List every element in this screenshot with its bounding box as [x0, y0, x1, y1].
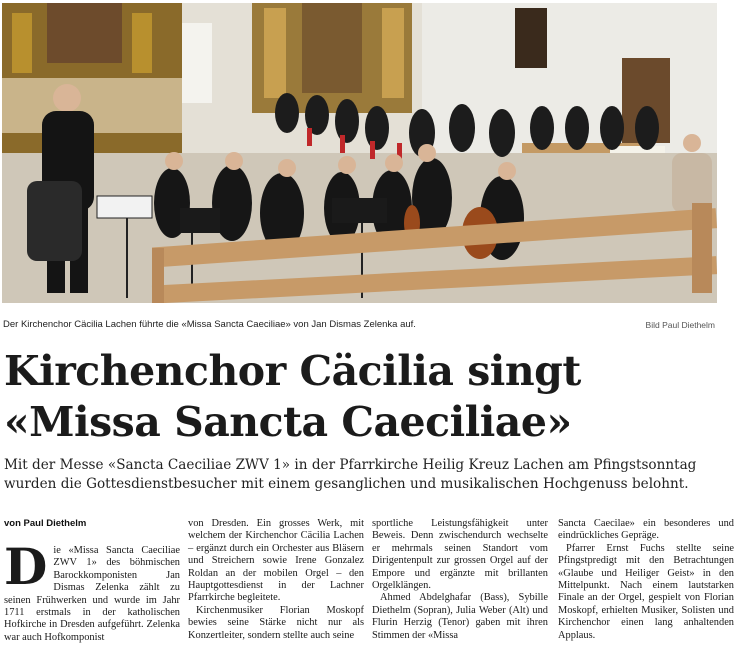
headline [4, 346, 734, 448]
article-column-3 [372, 518, 548, 642]
column-2-paragraph-1: von Dresden. Ein grosses Werk, mit welchem der Kirchenchor Cäcilia Lachen – ergänzt durch ein Orchester aus Bläsern und Streichern sowie Irene Gonzalez Roldan an der mobilen Orgel – den Hauptgottesdienst in der Lachner Pfarrkirche begleitete. [188, 518, 364, 604]
column-4-paragraph-2: Pfarrer Ernst Fuchs stellte seine Pfingstpredigt mit den Betrachtungen «Glaube und Heiliger Geist» in den Mittelpunkt. Nach einem lautstarken Finale an der Orgel, gespielt von Florian Moskopf, erhielten Musiker, Solisten und Kirchenchor einen lang anhaltenden Applaus. [558, 542, 734, 641]
column-2-paragraph-2: Kirchenmusiker Florian Moskopf bewies seine Stärke nicht nur als Konzertleiter, sondern stellte auch seine [188, 604, 364, 641]
article-column-1 [4, 537, 180, 644]
lead-paragraph [4, 456, 724, 494]
church-concert-photo [2, 3, 717, 303]
article-column-4 [558, 518, 734, 642]
article-photo [2, 3, 717, 303]
headline-line-2: «Missa Sancta Caeciliae» [4, 398, 572, 446]
column-1-text: ie «Missa Sancta Caeciliae ZWV 1» des böhmischen Barockkomponisten Jan Dismas Zelenka zählt zu seinen Frühwerken und wurde im Jahr 1711 erstmals in der katholischen Hofkirche in Dresden aufgeführt. Zelenka war auch Hofkomponist [4, 545, 180, 643]
photo-caption: Der Kirchenchor Cäcilia Lachen führte die «Missa Sancta Caeciliae» von Jan Dismas Zelenka auf. [3, 319, 416, 330]
lead-line-1: Mit der Messe «Sancta Caeciliae ZWV 1» in der Pfarrkirche Heilig Kreuz Lachen am Pfingstsonntag [4, 457, 697, 473]
column-3-paragraph-2: Ahmed Abdelghafar (Bass), Sybille Diethelm (Sopran), Julia Weber (Alt) und Flurin Herzig (Tenor) gaben mit ihren Stimmen der «Missa [372, 592, 548, 641]
headline-line-1: Kirchenchor Cäcilia singt [4, 347, 581, 395]
photo-credit: Bild Paul Diethelm [645, 320, 715, 330]
lead-line-2: wurden die Gottesdienstbesucher mit einem gesanglichen und musikalischen Hochgenuss belohnt. [4, 476, 689, 492]
drop-cap: D [4, 537, 48, 596]
column-3-paragraph-1: sportliche Leistungsfähigkeit unter Beweis. Denn zwischendurch wechselte er mehrmals seinen Standort vom Dirigentenpult zur grossen Orgel auf der Empore und ergänzte mit brillanten Orgelklängen. [372, 518, 548, 592]
article-column-2 [188, 518, 364, 642]
byline: von Paul Diethelm [4, 518, 87, 529]
column-4-paragraph-1: Sancta Caecilae» ein besonderes und eindrückliches Gepräge. [558, 518, 734, 542]
